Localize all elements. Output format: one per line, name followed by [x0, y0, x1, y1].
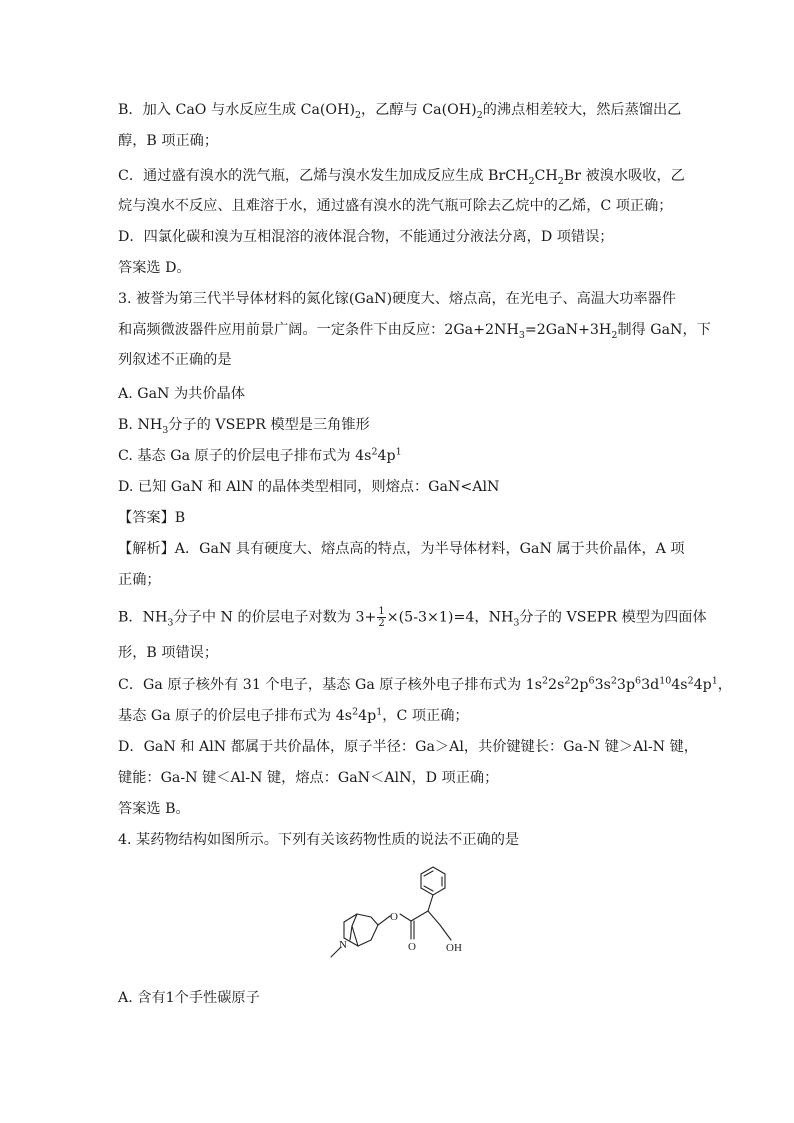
q3-option-c: C. 基态 Ga 原子的价层电子排布式为 $4s^24p^1$ [118, 446, 402, 464]
q3-option-a: A. GaN 为共价晶体 [118, 386, 245, 402]
q3-analysis-b-line2: 形，B 项错误； [118, 645, 219, 661]
struct-label-nitrogen: N [339, 939, 347, 951]
q3-conclusion: 答案选 B。 [118, 801, 190, 817]
struct-label-carbonyl-oxygen: O [408, 941, 416, 953]
q4-stem: 4. 某药物结构如图所示。下列有关该药物性质的说法不正确的是 [118, 832, 520, 848]
q3-answer: 【答案】B [118, 510, 186, 526]
q3-analysis-c-line1: C．Ga 原子核外有 31 个电子，基态 Ga 原子核外电子排布式为 $1s^22s^22p^63s^23p^63d^{10}4s^24p^1$， [118, 675, 732, 693]
q2-analysis-b-line2: 醇，B 项正确； [118, 133, 219, 149]
q2-analysis-b-line1: B．加入 CaO 与水反应生成 $Ca(OH)_2$，乙醇与 $Ca(OH)_2$的沸点相差较大，然后蒸馏出乙 [118, 102, 682, 121]
q4-option-a: A. 含有1个手性碳原子 [118, 990, 260, 1006]
q3-analysis-c-line2: 基态 Ga 原子的价层电子排布式为 $4s^24p^1$，C 项正确； [118, 706, 469, 724]
q3-option-d: D. 已知 GaN 和 AlN 的晶体类型相同，则熔点：GaN<AlN [118, 479, 500, 495]
q3-analysis-d-line1: D．GaN 和 AlN 都属于共价晶体，原子半径：Ga＞Al，共价键键长：Ga-N 键＞Al-N 键， [118, 739, 698, 755]
q3-analysis-d-line2: 键能：Ga-N 键＜Al-N 键，熔点：GaN＜AlN，D 项正确； [118, 770, 499, 786]
struct-label-ester-oxygen: O [390, 911, 398, 923]
struct-label-hydroxyl: OH [446, 942, 462, 954]
q3-stem-line3: 列叙述不正确的是 [118, 352, 232, 368]
fraction-one-half: $\frac{1}{2}$ [378, 606, 385, 629]
q3-stem-line1: 3. 被誉为第三代半导体材料的氮化镓(GaN)硬度大、熔点高，在光电子、高温大功率器件 [118, 291, 676, 307]
q3-stem-line2: 和高频微波器件应用前景广阔。一定条件下由反应：$2Ga+2NH_3=2GaN+3H_2$制得 GaN，下 [118, 322, 711, 341]
drug-structure-diagram [322, 862, 482, 974]
q3-analysis-a-line1: 【解析】A．GaN 具有硬度大、熔点高的特点，为半导体材料，GaN 属于共价晶体，A 项 [118, 541, 685, 557]
q2-analysis-c-line1: C．通过盛有溴水的洗气瓶，乙烯与溴水发生加成反应生成 $BrCH_2CH_2Br$ 被溴水吸收，乙 [118, 168, 685, 187]
q3-analysis-a-line2: 正确； [118, 572, 161, 588]
q3-option-b: B. $NH_3$分子的 VSEPR 模型是三角锥形 [118, 417, 370, 436]
q3-analysis-b-line1: B．$NH_3$分子中 N 的价层电子对数为 3+ $\frac{1}{2}$ ×(5-3×1)=4，$NH_3$分子的 VSEPR 模型为四面体 [118, 606, 707, 629]
q2-analysis-c-line2: 烷与溴水不反应、且难溶于水，通过盛有溴水的洗气瓶可除去乙烷中的乙烯，C 项正确； [118, 198, 673, 214]
q2-analysis-d-line: D．四氯化碳和溴为互相混溶的液体混合物，不能通过分液法分离，D 项错误； [118, 229, 614, 245]
q2-conclusion: 答案选 D。 [118, 260, 191, 276]
